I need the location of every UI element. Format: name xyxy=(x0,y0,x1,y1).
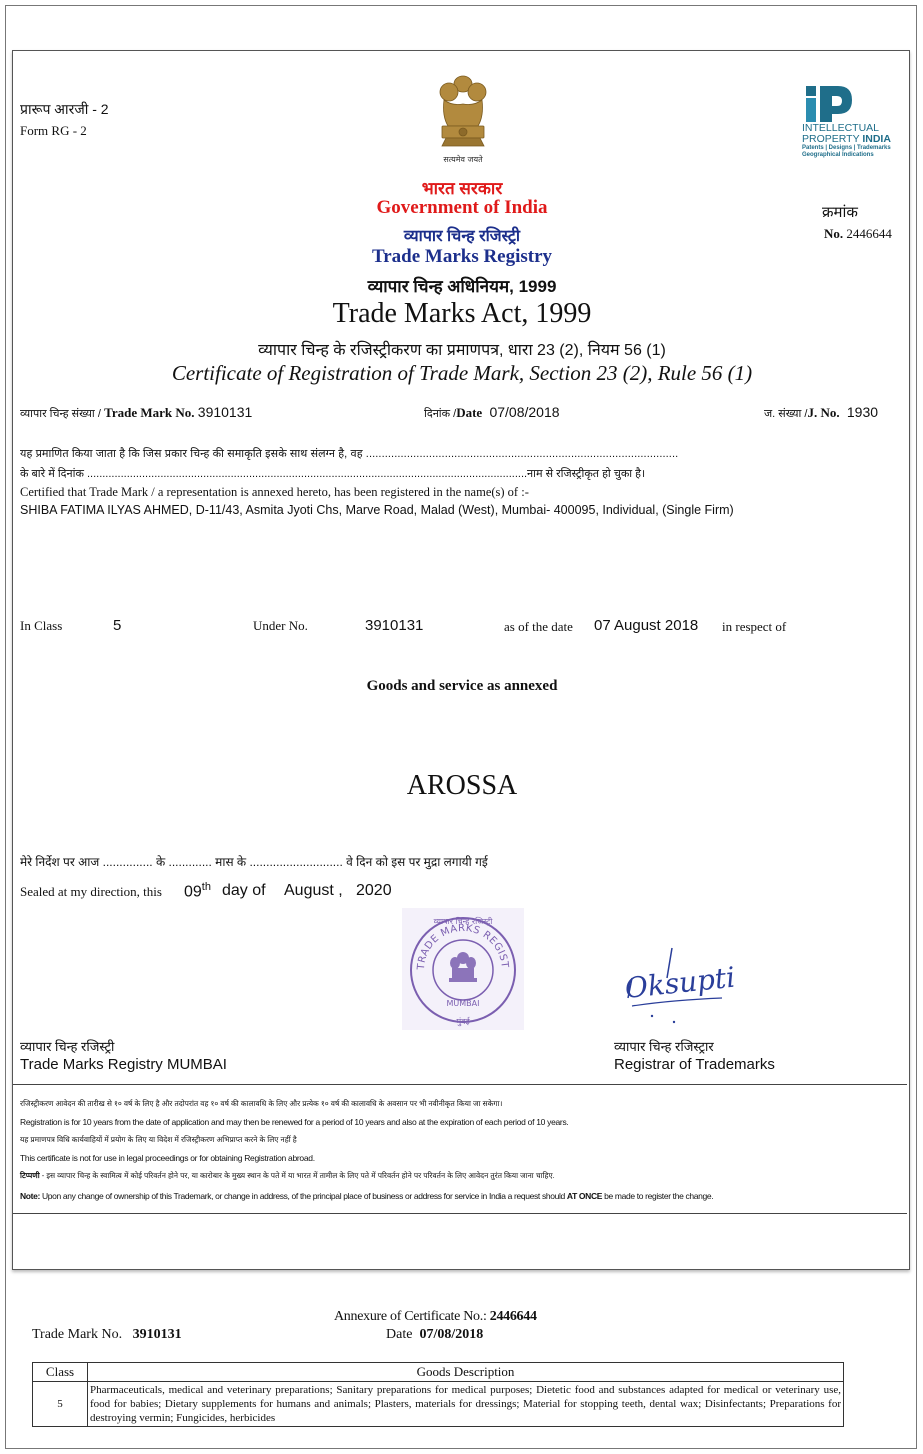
under-no-label: Under No. xyxy=(253,618,308,633)
notes-divider-top xyxy=(13,1084,907,1085)
emblem-motto: सत्यमेव जयते xyxy=(443,155,483,164)
national-emblem-icon xyxy=(430,70,496,166)
ip-logo-line3: Patents | Designs | Trademarks xyxy=(802,145,891,151)
proprietor-details: SHIBA FATIMA ILYAS AHMED, D-11/43, Asmita Jyoti Chs, Marve Road, Malad (West), Mumbai- 400095, Individual, (Single Firm) xyxy=(20,503,734,517)
under-no-value: 3910131 xyxy=(365,617,424,634)
registry-english: Trade Marks Registry xyxy=(371,246,553,267)
journal-number: ज. संख्या /J. No. 1930 xyxy=(764,404,879,420)
act-english: Trade Marks Act, 1999 xyxy=(332,298,592,329)
as-of-date-label: as of the date xyxy=(504,619,573,634)
ip-logo-line4: Geographical Indications xyxy=(802,152,874,158)
trade-mark-number: व्यापार चिन्ह संख्या / Trade Mark No. 3910131 xyxy=(20,404,253,420)
note3-english: Note: Upon any change of ownership of this Trademark, or change in address, of the principal place of business or address for service in India a request should AT ONCE be made to register the change. xyxy=(20,1191,714,1201)
ip-logo-line1: INTELLECTUAL xyxy=(802,122,880,134)
note3-hindi: टिप्पणी - इस व्यापार चिन्ह के स्वामित्व में कोई परिवर्तन होने पर, या कारोबार के मुख्य स्थान के पते में या भारत में तामील के लिए पते में परिवर्तन होने पर परिवर्तन के लिए आवेदन तुरंत किया जाना चाहिए. xyxy=(20,1171,555,1180)
footer-left-hindi: व्यापार चिन्ह रजिस्ट्री xyxy=(20,1039,115,1054)
certify-hindi-line2: के बारे में दिनांक ................................................................................................................................................नाम से रजिस्ट्रीकृत हो चुका है। xyxy=(20,468,646,480)
as-of-date-value: 07 August 2018 xyxy=(594,617,699,634)
notes-divider-bottom xyxy=(13,1213,907,1214)
goods-table xyxy=(32,1362,844,1427)
seal-city: MUMBAI xyxy=(446,999,480,1008)
gov-hindi: भारत सरकार xyxy=(421,179,503,198)
note1-hindi: रजिस्ट्रीकरण आवेदन की तारीख से १० वर्ष के लिए है और तदोपरांत वह १० वर्ष की कालावधि के लिए और प्रत्येक १० वर्ष की कालावधि के अवसान पर भी नवीनीकृत किया जा सकेगा। xyxy=(20,1099,503,1108)
act-hindi: व्यापार चिन्ह अधिनियम, 1999 xyxy=(367,277,557,296)
ip-india-logo xyxy=(800,84,910,164)
sealed-day: 09th xyxy=(184,881,211,901)
registry-seal-stamp xyxy=(402,908,524,1030)
note2-hindi: यह प्रमाणपत्र विधि कार्यवाहियों में प्रयोग के लिए या विदेश में रजिस्ट्रीकरण अभिप्राप्त करने के लिए नहीं है xyxy=(20,1135,297,1144)
class-header: Class xyxy=(33,1363,88,1382)
goods-heading: Goods and service as annexed xyxy=(366,678,558,694)
ip-india-logo-icon xyxy=(804,84,858,124)
form-label: Form RG - 2 xyxy=(20,123,87,138)
serial-hindi: क्रमांक xyxy=(822,204,858,221)
registration-date: दिनांक /Date 07/08/2018 xyxy=(424,404,560,420)
ip-logo-line2: PROPERTY INDIA xyxy=(802,133,891,145)
registry-hindi: व्यापार चिन्ह रजिस्ट्री xyxy=(403,228,521,245)
goods-description-header: Goods Description xyxy=(88,1363,844,1382)
form-label-hindi: प्रारूप आरजी - 2 xyxy=(20,101,109,117)
table-row xyxy=(33,1382,844,1427)
certify-english: Certified that Trade Mark / a representation is annexed hereto, has been registered in the name(s) of :- xyxy=(20,485,529,499)
note1-english: Registration is for 10 years from the date of application and may then be renewed for a period of 10 years and also at the expiration of each period of 10 years. xyxy=(20,1117,569,1127)
footer-right-english: Registrar of Trademarks xyxy=(614,1056,775,1073)
sealed-hindi: मेरे निर्देश पर आज ............... के ............. मास के ............................ वे दिन को इस पर मुद्रा लगायी गई xyxy=(20,855,488,869)
annexure-date: Date 07/08/2018 xyxy=(386,1327,484,1342)
sealed-day-of: day of xyxy=(222,882,266,899)
certify-hindi-line1: यह प्रमाणित किया जाता है कि जिस प्रकार चिन्ह की समाकृति इसके साथ संलग्न है, वह ................................................................................................... xyxy=(20,448,679,460)
sealed-month: August , xyxy=(284,882,343,899)
seal-ring-text: TRADE MARKS REGIST xyxy=(415,922,511,971)
seal-top-text: व्यापार चिन्ह रजिस्ट्री xyxy=(433,917,493,926)
in-respect-label: in respect of xyxy=(722,619,787,634)
footer-right-hindi: व्यापार चिन्ह रजिस्ट्रार xyxy=(614,1039,714,1054)
cert-english: Certificate of Registration of Trade Mark, Section 23 (2), Rule 56 (1) xyxy=(171,361,753,385)
annexure-trade-mark-number: Trade Mark No. 3910131 xyxy=(32,1327,182,1342)
cert-hindi: व्यापार चिन्ह के रजिस्ट्रीकरण का प्रमाणपत्र, धारा 23 (2), नियम 56 (1) xyxy=(258,342,666,359)
note2-english: This certificate is not for use in legal proceedings or for obtaining Registration abroad. xyxy=(20,1153,315,1163)
gov-english: Government of India xyxy=(376,197,548,218)
footer-left-english: Trade Marks Registry MUMBAI xyxy=(20,1056,227,1073)
sealed-year: 2020 xyxy=(356,882,392,899)
in-class-label: In Class xyxy=(20,618,63,633)
seal-city-hindi: मुंबई xyxy=(456,1017,470,1026)
serial-number: No. 2446644 xyxy=(824,226,892,241)
signature-text: Oksupti xyxy=(623,960,737,1005)
annexure-certificate-number: Annexure of Certificate No.: 2446644 xyxy=(334,1309,537,1324)
trademark-wordmark: AROSSA xyxy=(406,770,518,801)
sealed-label: Sealed at my direction, this xyxy=(20,884,162,899)
registrar-signature xyxy=(612,938,762,1028)
in-class-value: 5 xyxy=(113,617,122,634)
goods-table-header xyxy=(33,1363,844,1382)
class-cell: 5 xyxy=(33,1382,88,1427)
goods-description-cell: Pharmaceuticals, medical and veterinary preparations; Sanitary preparations for medical purposes; Dietetic food and substances adapted for medical or veterinary use, food for babies; Dietary supplements for humans and animals; Plasters, materials for dressings; Material for stopping teeth, dental wax; Disinfectants; Preparations for destroying vermin; Fungicides, herbicides xyxy=(88,1382,844,1427)
